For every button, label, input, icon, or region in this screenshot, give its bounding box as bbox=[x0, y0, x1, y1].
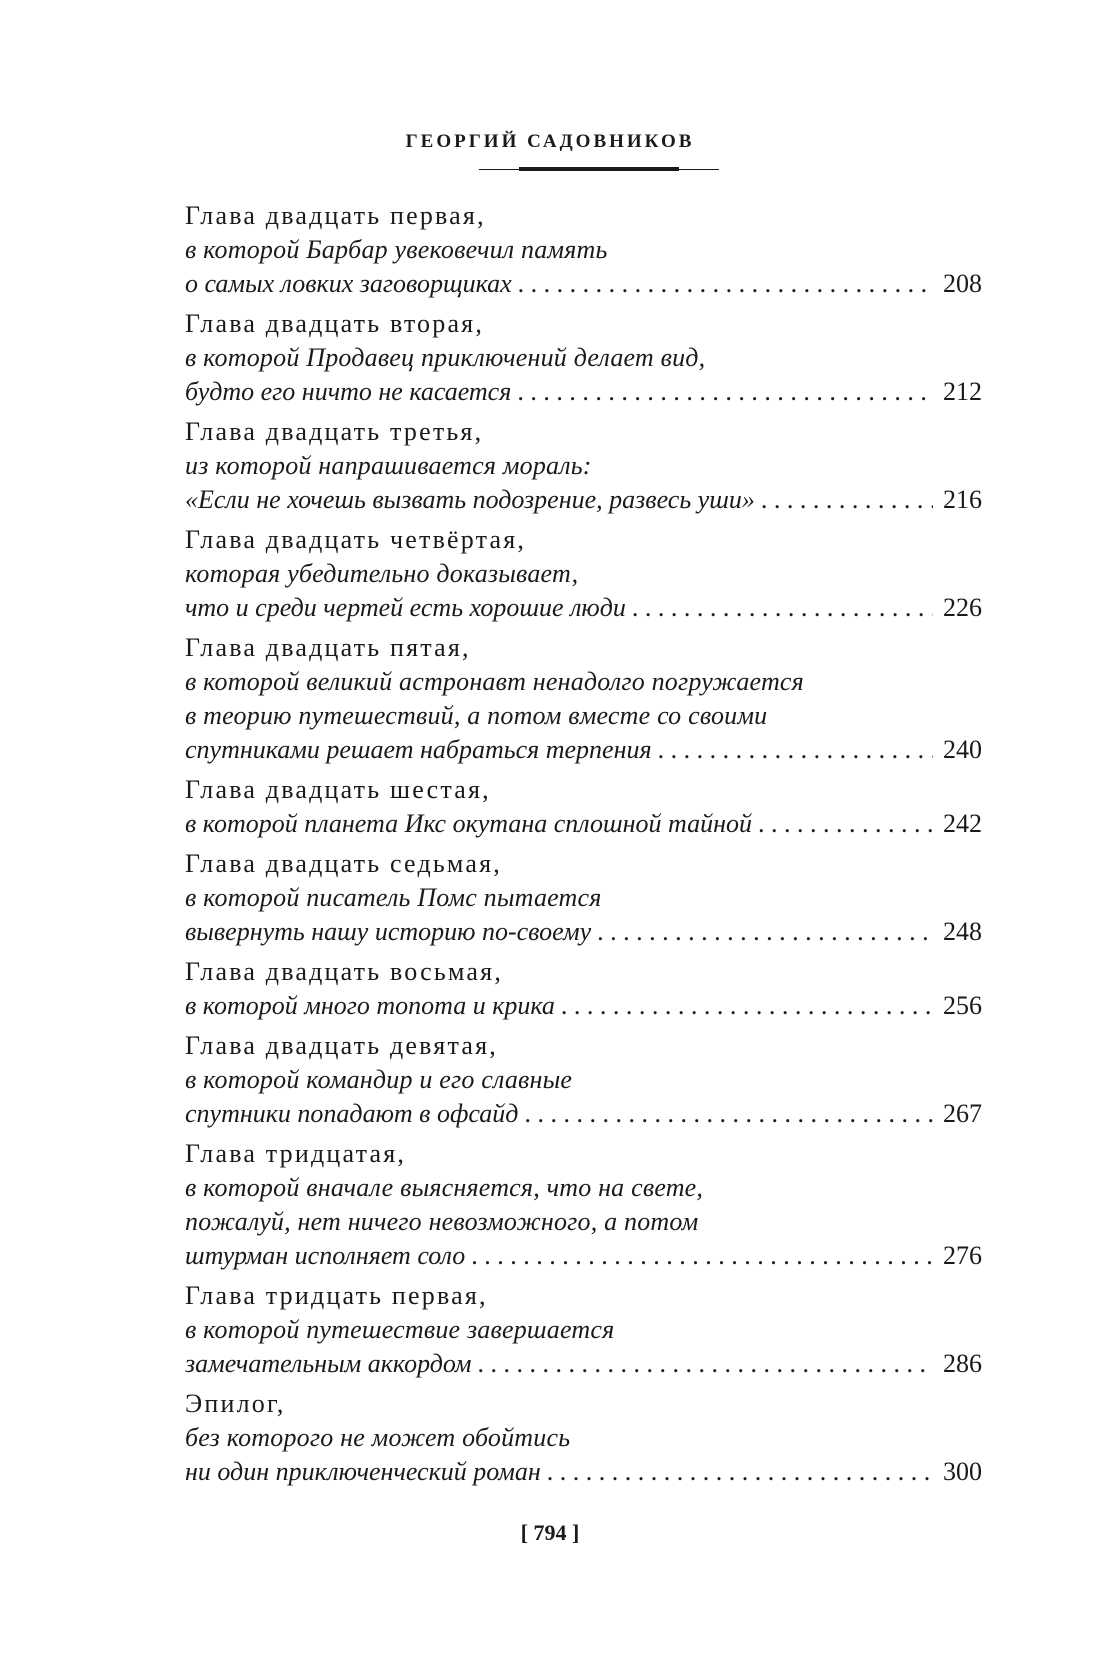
toc-entry-subtitle-line: из которой напрашивается мораль: bbox=[185, 451, 592, 480]
toc-entry-heading: Глава двадцать четвёртая, bbox=[185, 525, 527, 554]
toc-entry-heading: Глава двадцать вторая, bbox=[185, 309, 485, 338]
dot-leader bbox=[591, 915, 933, 949]
toc-entry bbox=[185, 847, 982, 949]
dot-leader bbox=[465, 1239, 933, 1273]
toc-entry-subtitle-end: замечательным аккордом bbox=[185, 1349, 472, 1378]
toc-entry-subtitle-line: в которой Барбар увековечил память bbox=[185, 235, 608, 264]
table-of-contents bbox=[185, 199, 982, 1495]
toc-entry-page-number: 256 bbox=[943, 991, 982, 1020]
toc-entry bbox=[185, 523, 982, 625]
toc-entry-subtitle-end: о самых ловких заговорщиках bbox=[185, 269, 512, 298]
toc-entry bbox=[185, 773, 982, 841]
toc-entry-heading: Глава тридцать первая, bbox=[185, 1281, 488, 1310]
toc-entry-subtitle-line: в которой великий астронавт ненадолго погружается bbox=[185, 667, 804, 696]
toc-entry bbox=[185, 307, 982, 409]
toc-entry-subtitle-line: в которой Продавец приключений делает вид, bbox=[185, 343, 706, 372]
dot-leader bbox=[518, 1097, 933, 1131]
toc-entry-page-number: 267 bbox=[943, 1099, 982, 1128]
toc-entry-final-line bbox=[185, 267, 982, 301]
toc-entry-final-line bbox=[185, 1347, 982, 1381]
toc-entry-subtitle-end: будто его ничто не касается bbox=[185, 377, 512, 406]
toc-entry-subtitle-line: которая убедительно доказывает, bbox=[185, 559, 579, 588]
toc-entry-subtitle-end: что и среди чертей есть хорошие люди bbox=[185, 593, 626, 622]
toc-entry-heading: Глава двадцать шестая, bbox=[185, 775, 491, 804]
toc-entry bbox=[185, 1387, 982, 1489]
toc-entry-final-line bbox=[185, 1097, 982, 1131]
toc-entry-subtitle-line: без которого не может обойтись bbox=[185, 1423, 571, 1452]
toc-entry-page-number: 242 bbox=[943, 809, 982, 838]
running-head: ГЕОРГИЙ САДОВНИКОВ bbox=[405, 131, 695, 152]
toc-entry-heading: Глава двадцать пятая, bbox=[185, 633, 471, 662]
toc-entry-heading: Глава двадцать девятая, bbox=[185, 1031, 498, 1060]
dot-leader bbox=[755, 483, 933, 517]
toc-entry-subtitle-end: «Если не хочешь вызвать подозрение, развесь уши» bbox=[185, 485, 755, 514]
page-number: [ 794 ] bbox=[520, 1520, 580, 1545]
toc-entry-subtitle-end: спутниками решает набраться терпения bbox=[185, 735, 652, 764]
toc-entry-final-line bbox=[185, 915, 982, 949]
toc-entry-subtitle-end: в которой много топота и крика bbox=[185, 991, 555, 1020]
toc-entry-heading: Глава двадцать седьмая, bbox=[185, 849, 503, 878]
toc-entry bbox=[185, 199, 982, 301]
dot-leader bbox=[626, 591, 933, 625]
dot-leader bbox=[752, 807, 933, 841]
dot-leader bbox=[652, 733, 933, 767]
toc-entry-subtitle-line: в которой командир и его славные bbox=[185, 1065, 573, 1094]
toc-entry-page-number: 212 bbox=[943, 377, 982, 406]
toc-entry bbox=[185, 955, 982, 1023]
toc-entry-subtitle-line: в которой вначале выясняется, что на свете, bbox=[185, 1173, 704, 1202]
toc-entry bbox=[185, 1279, 982, 1381]
toc-entry bbox=[185, 1137, 982, 1273]
header-rule-accent bbox=[519, 167, 679, 171]
toc-entry bbox=[185, 1029, 982, 1131]
toc-entry bbox=[185, 631, 982, 767]
toc-entry-subtitle-end: ни один приключенческий роман bbox=[185, 1457, 541, 1486]
toc-entry-subtitle-line: в которой путешествие завершается bbox=[185, 1315, 615, 1344]
toc-entry-page-number: 286 bbox=[943, 1349, 982, 1378]
dot-leader bbox=[512, 267, 933, 301]
toc-entry-page-number: 248 bbox=[943, 917, 982, 946]
toc-entry-heading: Глава тридцатая, bbox=[185, 1139, 407, 1168]
toc-entry-subtitle-end: вывернуть нашу историю по-своему bbox=[185, 917, 592, 946]
toc-entry-subtitle-end: штурман исполняет соло bbox=[185, 1241, 466, 1270]
toc-entry-subtitle-line: в которой писатель Помс пытается bbox=[185, 883, 602, 912]
toc-entry-page-number: 300 bbox=[943, 1457, 982, 1486]
toc-entry-page-number: 276 bbox=[943, 1241, 982, 1270]
toc-entry-final-line bbox=[185, 989, 982, 1023]
toc-entry-page-number: 216 bbox=[943, 485, 982, 514]
toc-entry-subtitle-line: пожалуй, нет ничего невозможного, а потом bbox=[185, 1207, 699, 1236]
toc-entry-final-line bbox=[185, 1239, 982, 1273]
toc-entry-heading: Глава двадцать восьмая, bbox=[185, 957, 504, 986]
toc-entry-final-line bbox=[185, 1455, 982, 1489]
dot-leader bbox=[472, 1347, 933, 1381]
toc-entry bbox=[185, 415, 982, 517]
toc-entry-final-line bbox=[185, 733, 982, 767]
toc-entry-subtitle-end: спутники попадают в офсайд bbox=[185, 1099, 519, 1128]
toc-entry-final-line bbox=[185, 807, 982, 841]
toc-entry-final-line bbox=[185, 483, 982, 517]
dot-leader bbox=[555, 989, 933, 1023]
toc-entry-final-line bbox=[185, 375, 982, 409]
toc-entry-heading: Глава двадцать первая, bbox=[185, 201, 486, 230]
toc-entry-subtitle-end: в которой планета Икс окутана сплошной тайной bbox=[185, 809, 752, 838]
toc-entry-page-number: 208 bbox=[943, 269, 982, 298]
toc-entry-heading: Эпилог, bbox=[185, 1389, 286, 1418]
toc-entry-subtitle-line: в теорию путешествий, а потом вместе со своими bbox=[185, 701, 768, 730]
dot-leader bbox=[541, 1455, 933, 1489]
toc-entry-page-number: 240 bbox=[943, 735, 982, 764]
toc-entry-page-number: 226 bbox=[943, 593, 982, 622]
dot-leader bbox=[511, 375, 933, 409]
toc-entry-final-line bbox=[185, 591, 982, 625]
toc-entry-heading: Глава двадцать третья, bbox=[185, 417, 484, 446]
